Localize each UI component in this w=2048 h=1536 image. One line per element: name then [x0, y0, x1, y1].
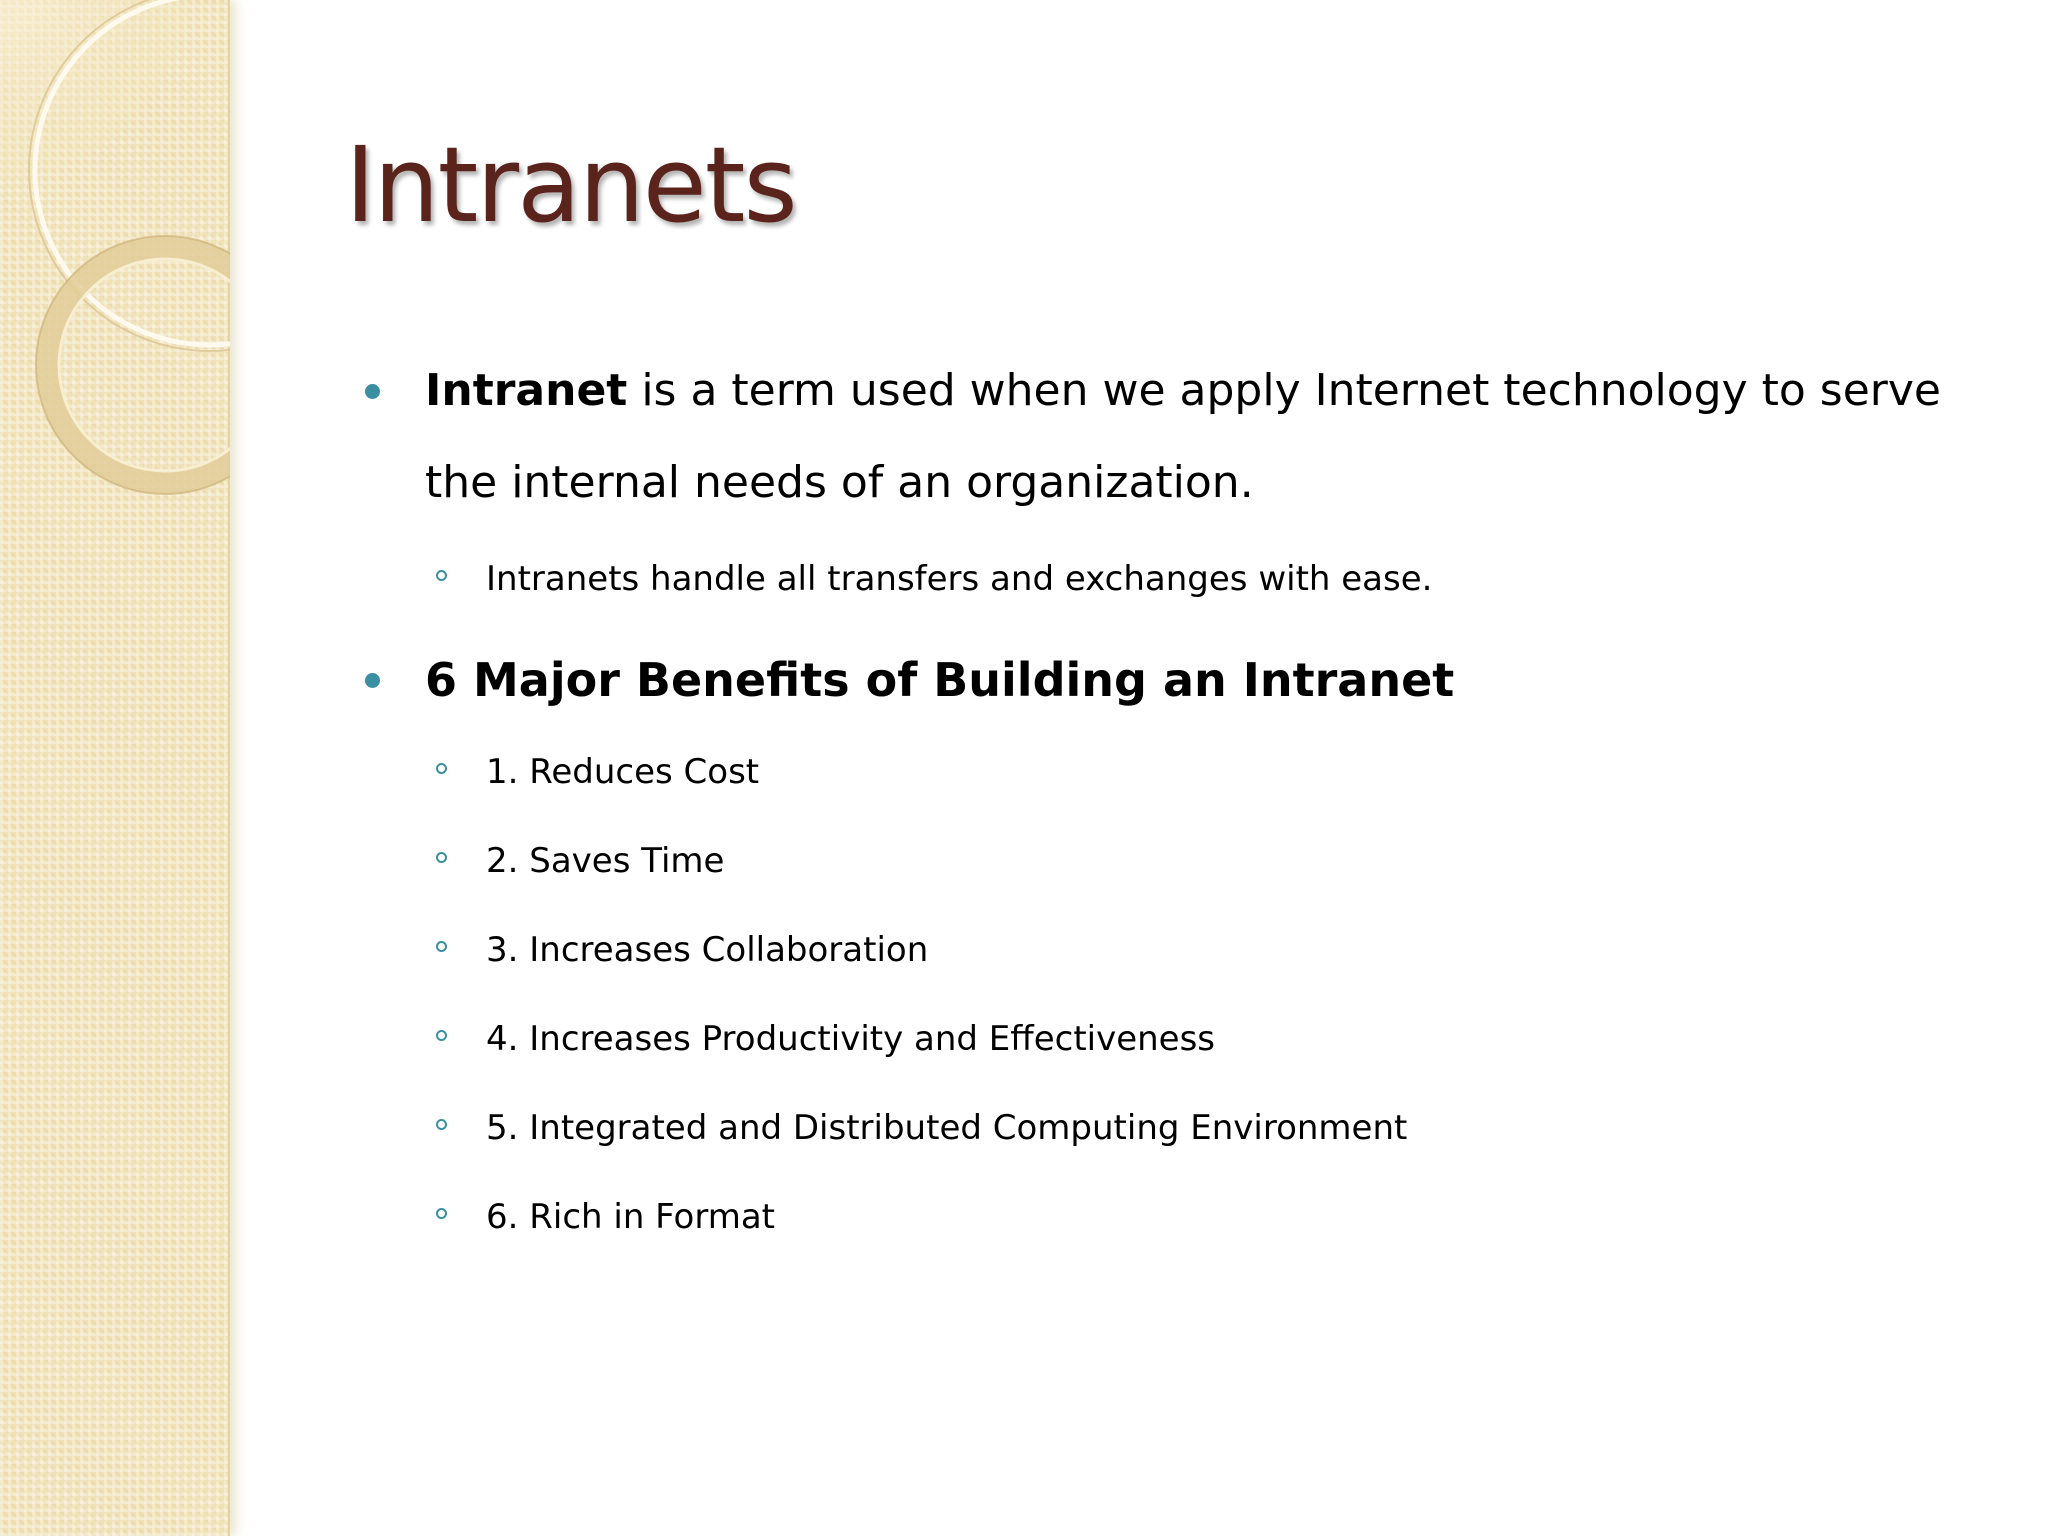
benefit-item: [360, 1173, 1980, 1262]
slide-body: [360, 345, 1980, 1262]
bullet-benefits-heading: [360, 634, 1980, 728]
benefit-text: 6. Rich in Format: [486, 1197, 775, 1237]
benefit-text: 3. Increases Collaboration: [486, 930, 929, 970]
sub-bullet-text: Intranets handle all transfers and exchanges with ease.: [486, 559, 1433, 599]
bullet-dot-icon: [365, 384, 380, 399]
sub-bullet-transfers: [360, 535, 1980, 624]
sub-bullet-circle-icon: [436, 1119, 447, 1130]
slide-title: Intranets: [345, 124, 796, 246]
bullet-intranet-definition: [360, 345, 1980, 529]
intranet-definition-text: is a term used when we apply Internet technology to serve the internal needs of an organization.: [425, 365, 1941, 508]
benefit-text: 2. Saves Time: [486, 841, 725, 881]
benefits-heading-text: 6 Major Benefits of Building an Intranet: [425, 653, 1455, 707]
benefit-item: [360, 1084, 1980, 1173]
benefit-text: 4. Increases Productivity and Effectiveness: [486, 1019, 1216, 1059]
benefit-text: 1. Reduces Cost: [486, 752, 760, 792]
sub-bullet-circle-icon: [436, 941, 447, 952]
benefit-text: 5. Integrated and Distributed Computing Environment: [486, 1108, 1408, 1148]
benefit-item: [360, 817, 1980, 906]
bullet-dot-icon: [365, 673, 380, 688]
benefit-item: [360, 728, 1980, 817]
sub-bullet-circle-icon: [436, 852, 447, 863]
decorative-side-panel: [0, 0, 230, 1536]
benefit-item: [360, 995, 1980, 1084]
sub-bullet-circle-icon: [436, 1208, 447, 1219]
benefit-item: [360, 906, 1980, 995]
sub-bullet-circle-icon: [436, 763, 447, 774]
decorative-rings-graphic: [0, 0, 230, 520]
sub-bullet-circle-icon: [436, 1030, 447, 1041]
intranet-term: Intranet: [425, 365, 628, 416]
sub-bullet-circle-icon: [436, 570, 447, 581]
